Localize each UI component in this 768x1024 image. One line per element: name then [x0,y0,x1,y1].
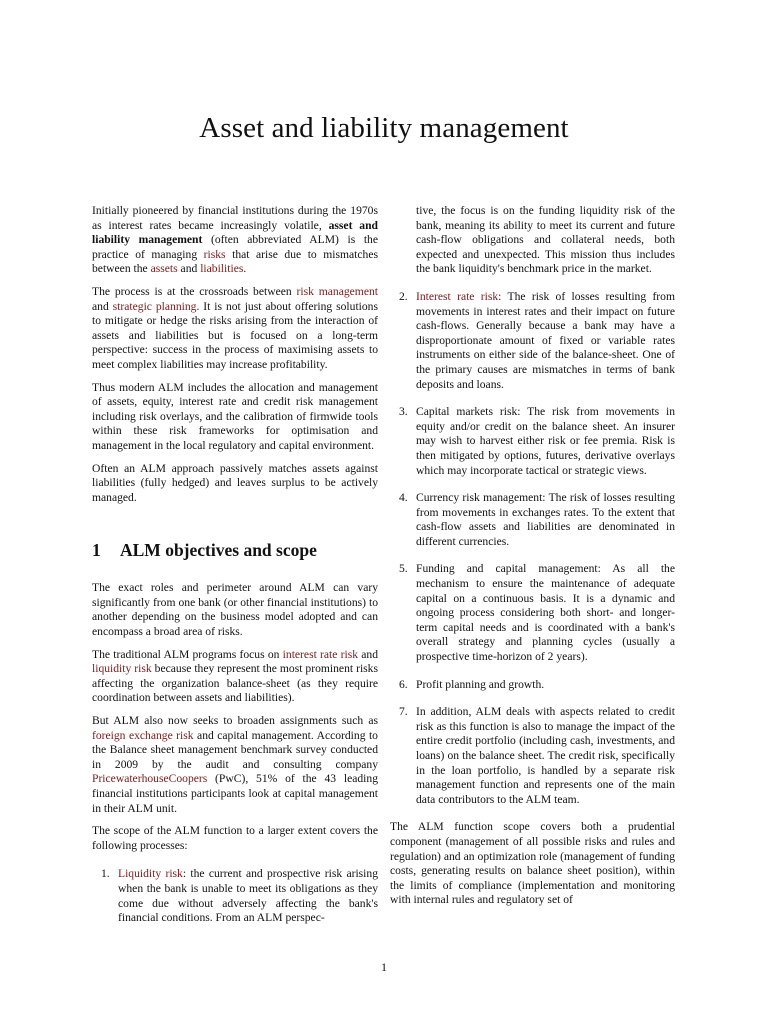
list-item: 7. In addition, ALM deals with aspects related to credit risk as this function is also to manage the impact of the entire credit portfolio (including cash, investments, and loans) on the balance sheet. The credit risk, specifically in the loan portfolio, is handled by a separate risk management function and represents one of the main data contributors to the ALM team. [399,705,675,806]
section-heading [92,539,378,561]
list-item: 1. Liquidity risk: the current and prospective risk arising when the bank is unable to meet its obligations as they come due without adversely affecting the bank's financial conditions. From an ALM perspec- [101,867,378,925]
link-liquidity-risk-item[interactable]: Liquidity risk [118,867,183,881]
section-paragraph-1: The exact roles and perimeter around ALM can vary significantly from one bank (or other financial institutions) to another depending on the business model adopted and can encompass a broad area of risks. [92,581,378,639]
section-paragraph-2: The traditional ALM programs focus on interest rate risk and liquidity risk because they represent the most prominent risks affecting the organization balance-sheet (as they require coordination between assets and liabilities). [92,647,379,705]
list-item: 6. Profit planning and growth. [399,677,545,691]
section-number: 1 [92,540,101,561]
link-liabilities[interactable]: liabilities [200,262,244,276]
page-number: 1 [381,960,387,974]
list-item-continuation: tive, the focus is on the funding liquidity risk of the bank, meaning its ability to meet its current and future cash-flow obligations and collateral needs, both expected and unexpected. This mission thus includes the bank liquidity's benchmark price in the market. [416,204,675,276]
link-strategic-planning[interactable]: strategic planning [112,299,197,313]
left-column [92,204,378,939]
intro-paragraph-1: Initially pioneered by financial institutions during the 1970s as interest rates became increasingly volatile, asset and liability management (often abbreviated ALM) is the practice of managing risks that arise due to mismatches between the assets and liabilities. [92,204,378,276]
section-paragraph-4: The scope of the ALM function to a larger extent covers the following processes: [92,824,378,852]
page-title: Asset and liability management [199,112,569,144]
process-list-left [92,867,378,925]
list-item: 3. Capital markets risk: The risk from movements in equity and/or credit on the balance sheet. An insurer may wish to harvest either risk or fee premia. Risk is then mitigated by options, futures, derivative overlays which may incorporate tactical or strategic views. [399,405,675,477]
term-alm: asset and liability management [92,218,378,247]
link-risk-management[interactable]: risk management [296,284,378,298]
process-list-right [390,290,675,807]
section-title: ALM objectives and scope [120,540,317,561]
section-paragraph-3: But ALM also now seeks to broaden assignments such as foreign exchange risk and capital management. According to the Balance sheet management benchmark survey conducted in 2009 by the audit and consulting company PricewaterhouseCoopers (PwC), 51% of the 43 leading financial institutions participants look at capital management in their ALM unit. [92,714,378,815]
list-item: 5. Funding and capital management: As all the mechanism to ensure the maintenance of adequate capital on a continuous basis. It is a dynamic and ongoing process considering both short- and longer-term capital needs and is coordinated with a bank's overall strategy and planning cycles (usually a prospective time-horizon of 2 years). [399,562,675,664]
link-assets[interactable]: assets [150,262,178,276]
closing-paragraph: The ALM function scope covers both a prudential component (management of all possible risks and rules and regulation) and an optimization role (management of funding costs, generating results on balance sheet position), within the limits of compliance (implementation and monitoring with internal rules and regulatory set of [390,820,675,907]
link-interest-rate-risk-item[interactable]: Interest rate risk [416,289,499,303]
right-column [390,204,675,916]
link-liquidity-risk[interactable]: liquidity risk [92,662,152,676]
link-foreign-exchange-risk[interactable]: foreign exchange risk [92,728,194,742]
list-item: 4. Currency risk management: The risk of losses resulting from movements in exchanges rates. To the extent that cash-flow assets and liabilities are denominated in different currencies. [399,491,675,548]
intro-paragraph-4: Often an ALM approach passively matches assets against liabilities (fully hedged) and leaves surplus to be actively managed. [92,461,378,504]
intro-paragraph-3: Thus modern ALM includes the allocation and management of assets, equity, interest rate and credit risk management including risk overlays, and the calibration of firmwide tools within these risk frameworks for optimisation and management in the local regulatory and capital environment. [92,380,378,452]
intro-paragraph-2: The process is at the crossroads between risk management and strategic planning. It is not just about offering solutions to mitigate or hedge the risks arising from the interaction of assets and liabilities but is focused on a long-term perspective: success in the process of maximising assets to meet complex liabilities may increase profitability. [92,284,378,371]
link-interest-rate-risk[interactable]: interest rate risk [282,647,359,661]
list-item: 2. Interest rate risk: The risk of losses resulting from movements in interest rates and their impact on future cash-flows. Generally because a bank may have a disproportionate amount of fixed or variable rates instruments on either side of the balance-sheet. One of the primary causes are mismatches in terms of bank deposits and loans. [399,289,675,391]
link-risks[interactable]: risks [203,247,226,261]
link-pwc[interactable]: PricewaterhouseCoopers [92,772,208,786]
